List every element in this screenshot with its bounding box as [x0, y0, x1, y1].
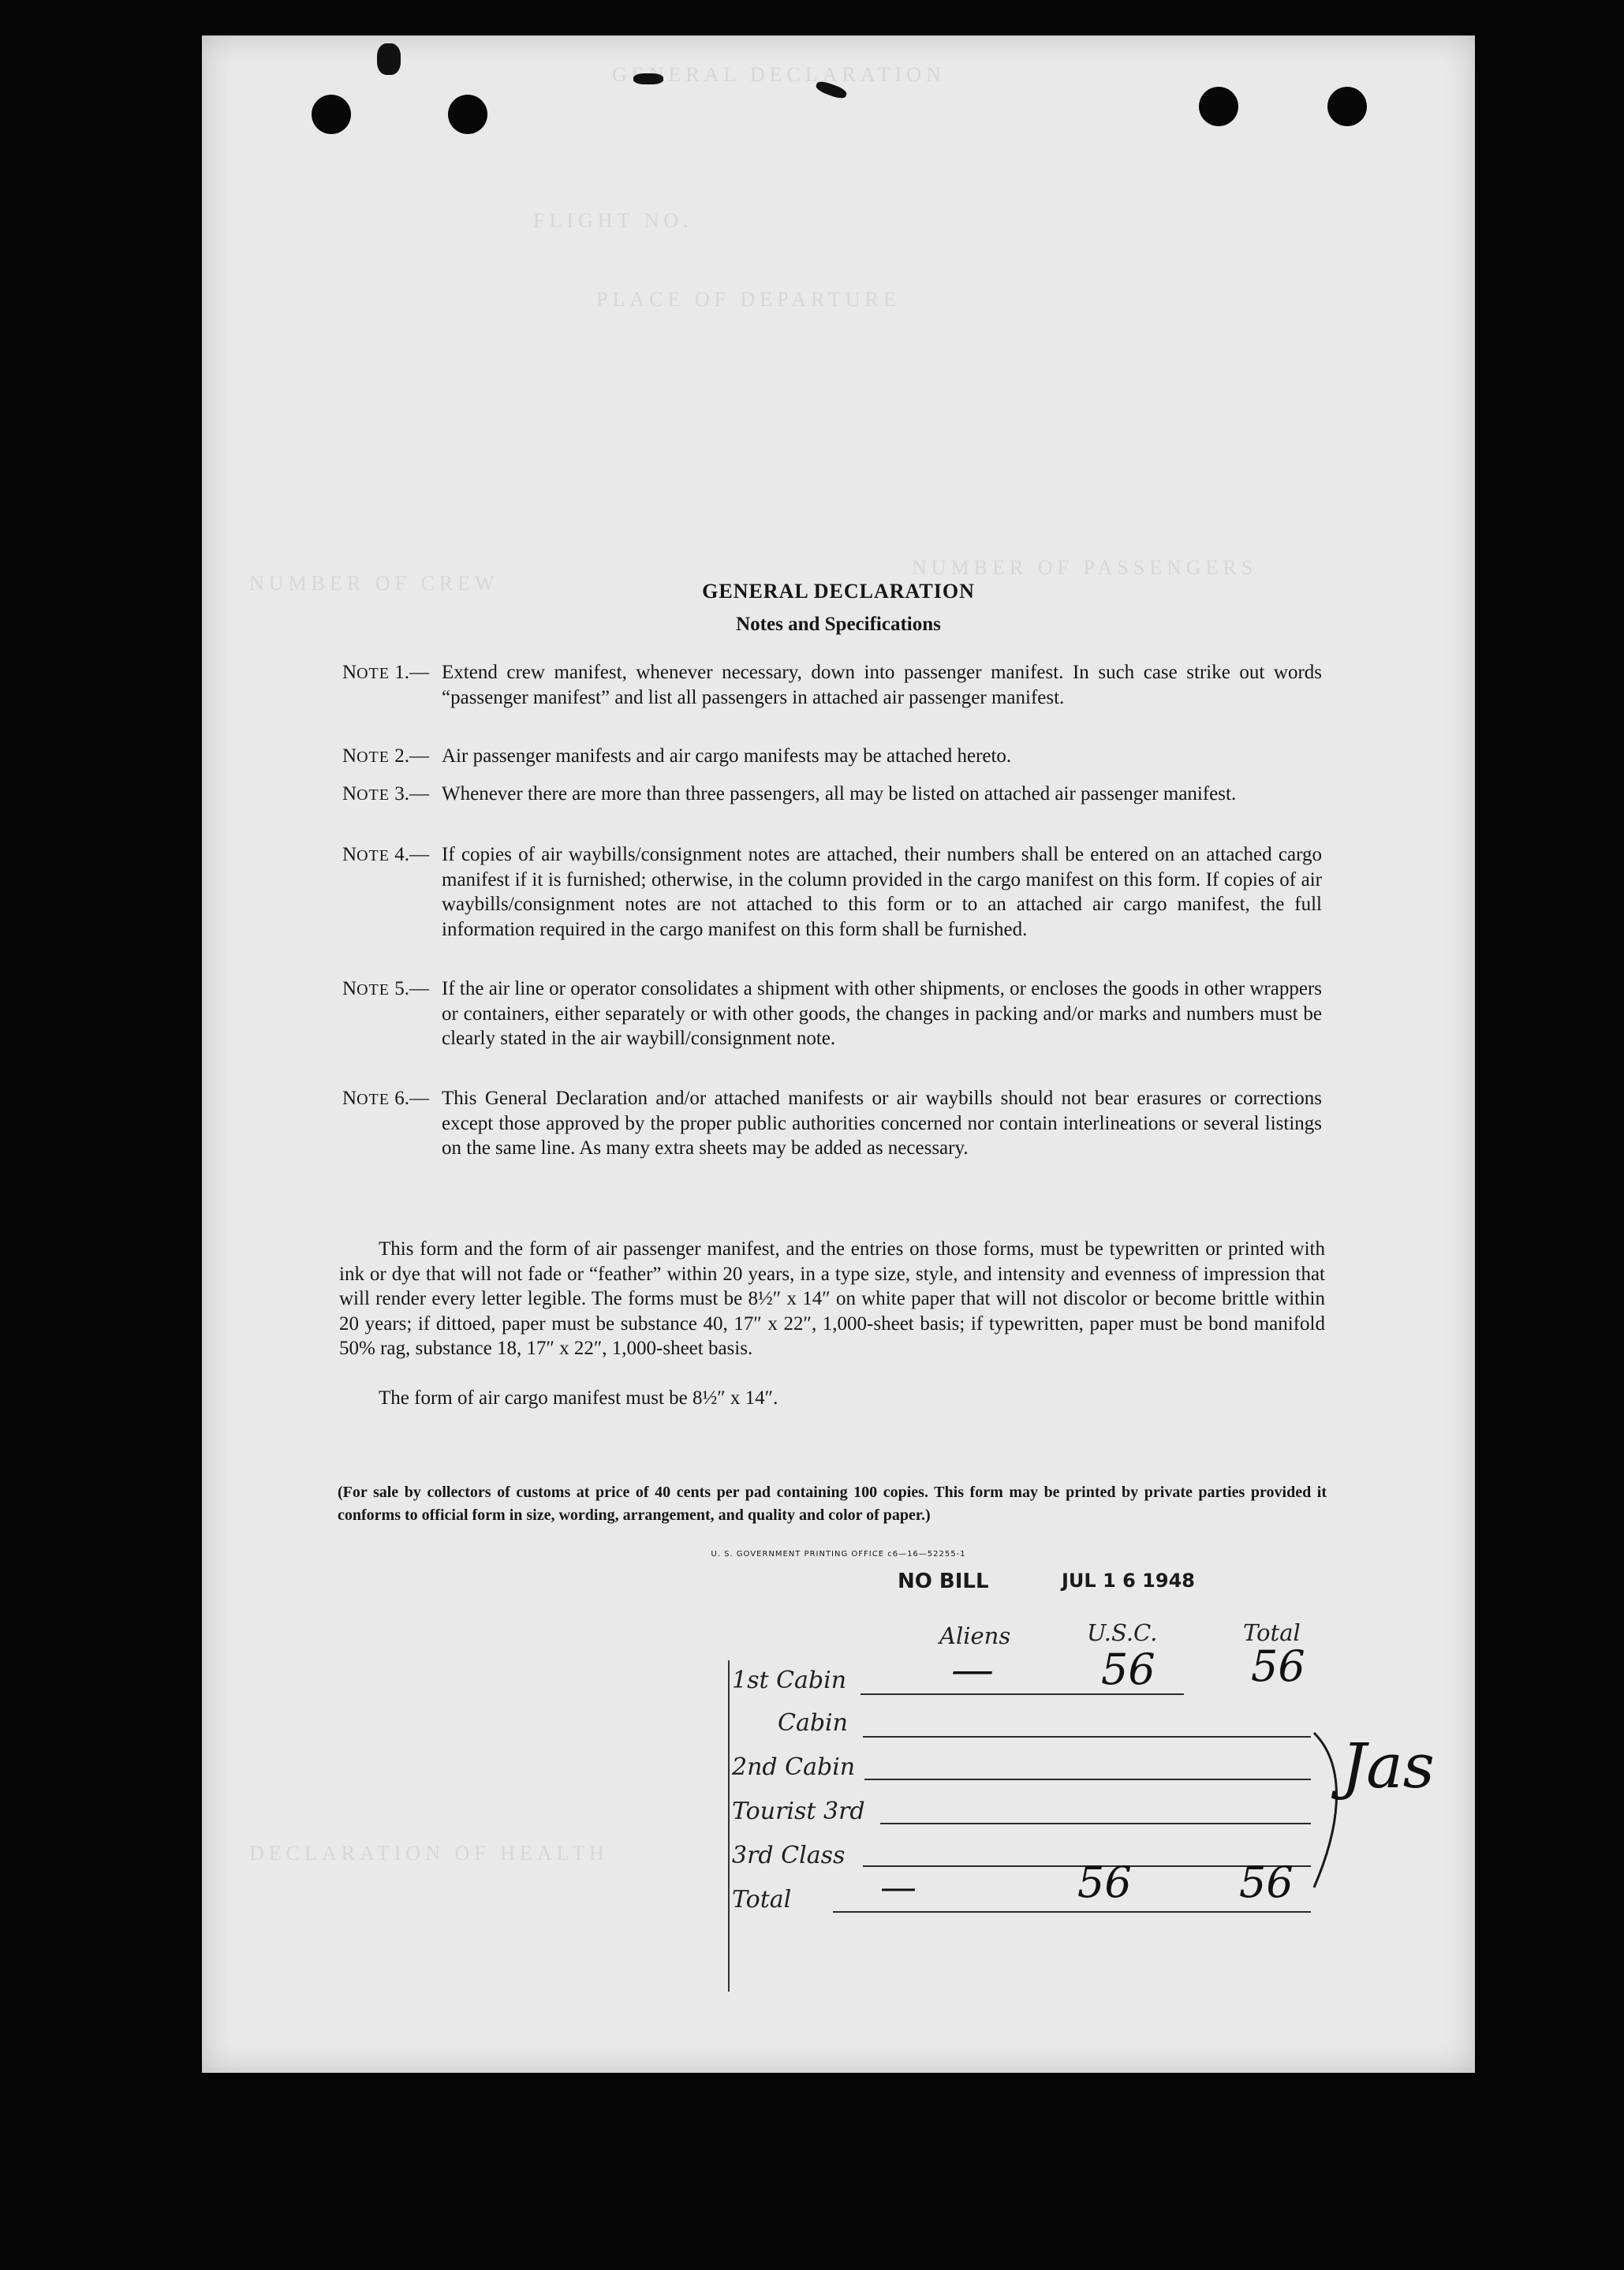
document-subtitle: Notes and Specifications: [736, 614, 941, 635]
inspector-initials: Jas: [1342, 1731, 1435, 1802]
row-line: [833, 1911, 1311, 1913]
document-page: [202, 35, 1475, 2073]
note-text: This General Declaration and/or attached manifests or air waybills should not bear erasures or corrections except those approved by the proper public authorities concerned nor contain interlineations or several listings on the same line. As many extra sheets may be added as necessary.: [442, 1088, 1322, 1159]
note-label: NOTE 6.—: [342, 1088, 429, 1109]
note-text: If copies of air waybills/consignment notes are attached, their numbers shall be entered on an attached cargo manifest if it is furnished; otherwise, in the column provided in the cargo manifest on this form. If copies of air waybills/consignment notes are not attached to this form or to an attached air cargo manifest, the full information required in the cargo manifest on this form shall be furnished.: [442, 844, 1322, 940]
row-1st-cabin-aliens: —: [951, 1645, 994, 1694]
note-text: Air passenger manifests and air cargo manifests may be attached hereto.: [442, 745, 1012, 767]
row-label-1st-cabin: 1st Cabin: [732, 1667, 847, 1694]
bleed-through-text: GENERAL DECLARATION: [612, 63, 946, 86]
note-label: NOTE 4.—: [342, 844, 429, 865]
row-line: [864, 1779, 1311, 1780]
cargo-manifest-size-line: The form of air cargo manifest must be 8½″ x 14″.: [379, 1387, 778, 1409]
note-6: [342, 1086, 1322, 1161]
header-usc: U.S.C.: [1087, 1619, 1158, 1646]
bracket-mark: [1298, 1731, 1346, 1889]
declaration-notes: [202, 35, 1475, 2073]
row-label-cabin: Cabin: [778, 1709, 848, 1737]
note-text: If the air line or operator consolidates a shipment with other shipments, or encloses the goods in other wrappers or containers, either separately or with other goods, the changes in packing and/or marks and numbers must be clearly stated in the air waybill/consignment note.: [442, 978, 1322, 1049]
bleed-through-text: PLACE OF DEPARTURE: [596, 288, 901, 311]
note-2: [342, 744, 1322, 771]
note-label: NOTE 2.—: [342, 745, 429, 767]
header-total: Total: [1243, 1619, 1301, 1646]
note-label: NOTE 3.—: [342, 783, 429, 805]
bleed-through-text: FLIGHT NO.: [533, 209, 693, 232]
form-specifications-paragraph: This form and the form of air passenger manifest, and the entries on those forms, must be typewritten or printed with ink or dye that will not fade or “feather” within 20 years, in a type size, style, and intensity and evenness of impression that will render every letter legible. The forms must be 8½″ x 14″ on white paper that will not discolor or become brittle within 20 years; if dittoed, paper must be substance 40, 17″ x 22″, 1,000-sheet basis; if typewritten, paper must be bond manifold 50% rag, substance 18, 17″ x 22″, 1,000-sheet basis.: [339, 1238, 1325, 1359]
note-label: NOTE 5.—: [342, 978, 429, 999]
bleed-through-text: NUMBER OF CREW: [249, 572, 499, 595]
row-label-3rd-class: 3rd Class: [732, 1842, 846, 1869]
bleed-through-text: NUMBER OF PASSENGERS: [912, 556, 1258, 579]
date-stamp: JUL 1 6 1948: [1062, 1570, 1195, 1592]
header-aliens: Aliens: [939, 1622, 1011, 1649]
row-line: [863, 1736, 1311, 1738]
for-sale-notice: (For sale by collectors of customs at price of 40 cents per pad containing 100 copies. This form may be printed by private parties provided it conforms to official form in size, wording, arrangement, and quality and color of paper.): [338, 1484, 1327, 1524]
note-label: NOTE 1.—: [342, 662, 429, 683]
printing-office-imprint: U. S. GOVERNMENT PRINTING OFFICE c6—16—52255-1: [711, 1550, 966, 1559]
row-label-2nd-cabin: 2nd Cabin: [732, 1753, 856, 1781]
note-text: Extend crew manifest, whenever necessary, down into passenger manifest. In such case strike out words “passenger manifest” and list all passengers in attached air passenger manifest.: [442, 662, 1322, 708]
row-line: [880, 1823, 1311, 1824]
row-1st-cabin-total: 56: [1251, 1641, 1305, 1691]
row-total-total: 56: [1239, 1857, 1294, 1907]
note-4: [342, 842, 1322, 942]
row-total-aliens: —: [880, 1865, 917, 1908]
note-1: [342, 660, 1322, 710]
note-3: [342, 782, 1322, 808]
row-label-tourist-3rd: Tourist 3rd: [732, 1798, 865, 1825]
row-total-usc: 56: [1077, 1857, 1132, 1907]
row-1st-cabin-usc: 56: [1101, 1645, 1155, 1694]
note-5: [342, 976, 1322, 1051]
row-label-total: Total: [732, 1886, 792, 1913]
no-bill-stamp: NO BILL: [898, 1570, 989, 1593]
note-text: Whenever there are more than three passengers, all may be listed on attached air passenger manifest.: [442, 783, 1237, 805]
stamp-border-left: [728, 1660, 730, 1992]
document-title: GENERAL DECLARATION: [702, 580, 975, 603]
bleed-through-text: DECLARATION OF HEALTH: [249, 1842, 609, 1865]
